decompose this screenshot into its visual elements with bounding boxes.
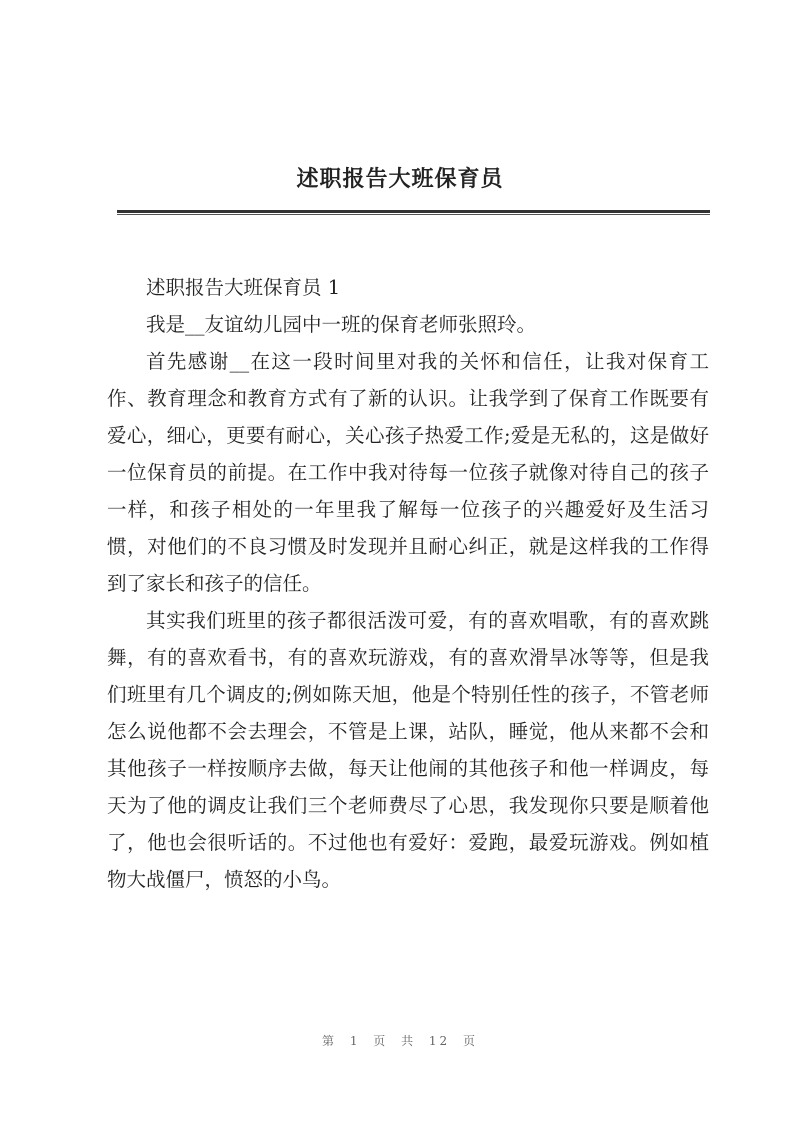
section-heading: 述职报告大班保育员 1 bbox=[146, 276, 341, 299]
document-title: 述职报告大班保育员 bbox=[296, 166, 504, 192]
title-divider-thin bbox=[117, 214, 710, 215]
paragraph: 首先感谢__在这一段时间里对我的关怀和信任，让我对保育工作、教育理念和教育方式有了新的认识。让我学到了保育工作既要有爱心，细心，更要有耐心，关心孩子热爱工作;爱是无私的，这是做好一位保育员的前提。在工作中我对待每一位孩子就像对待自己的孩子一样，和孩子相处的一年里我了解每一位孩子的兴趣爱好及生活习惯，对他们的不良习惯及时发现并且耐心纠正，就是这样我的工作得到了家长和孩子的信任。 bbox=[107, 350, 709, 595]
paragraph: 其实我们班里的孩子都很活泼可爱，有的喜欢唱歌，有的喜欢跳舞，有的喜欢看书，有的喜欢玩游戏，有的喜欢滑旱冰等等，但是我们班里有几个调皮的;例如陈天旭，他是个特别任性的孩子，不管老师怎么说他都不会去理会，不管是上课，站队，睡觉，他从来都不会和其他孩子一样按顺序去做，每天让他闹的其他孩子和他一样调皮，每天为了他的调皮让我们三个老师费尽了心思，我发现你只要是顺着他了，他也会很听话的。不过他也有爱好：爱跑，最爱玩游戏。例如植物大战僵尸，愤怒的小鸟。 bbox=[107, 609, 709, 891]
paragraph: 我是__友谊幼儿园中一班的保育老师张照玲。 bbox=[146, 313, 537, 336]
title-divider bbox=[117, 210, 710, 213]
document-body bbox=[107, 269, 709, 898]
page-footer: 第 1 页 共 12 页 bbox=[322, 1034, 478, 1048]
